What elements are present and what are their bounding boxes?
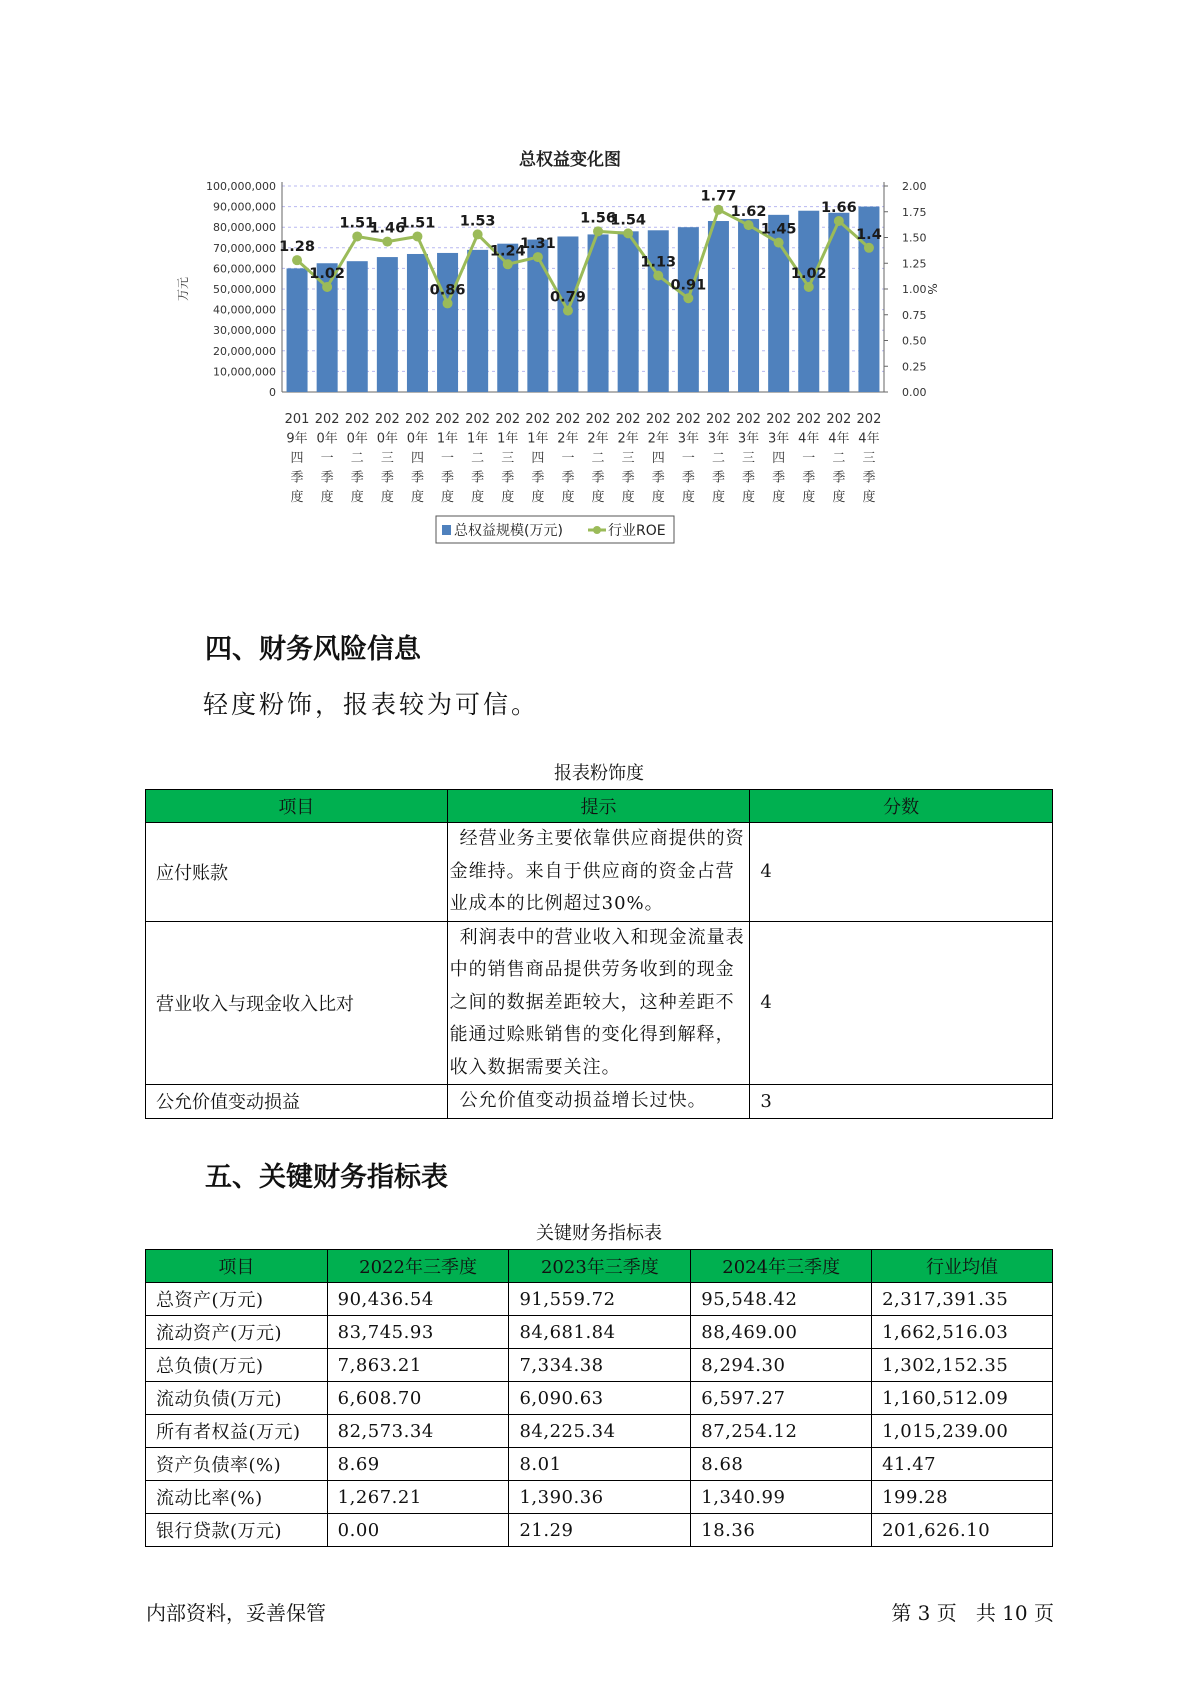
roe-point	[744, 220, 754, 230]
kfi-value-cell: 6,597.27	[691, 1382, 872, 1415]
x-tick-label: 3年	[677, 431, 699, 447]
kfi-value-cell: 1,662,516.03	[872, 1316, 1053, 1349]
kfi-table-header	[146, 1250, 1053, 1283]
x-tick-label: 四	[651, 451, 665, 466]
kfi-item-cell: 流动比率(%)	[146, 1481, 328, 1514]
kfi-value-cell: 6,608.70	[327, 1382, 509, 1415]
x-tick-label: 三	[862, 451, 876, 466]
y-tick-label-right: 0.25	[902, 360, 927, 374]
roe-point	[623, 228, 633, 238]
bar	[437, 253, 458, 392]
x-tick-label: 度	[832, 490, 846, 505]
kfi-value-cell: 90,436.54	[327, 1283, 509, 1316]
x-tick-label: 4年	[798, 431, 820, 447]
y-tick-label-left: 60,000,000	[213, 262, 276, 276]
y-tick-label-right: 1.25	[902, 257, 927, 271]
roe-point	[533, 252, 543, 262]
bar	[588, 234, 609, 392]
roe-point	[834, 216, 844, 226]
risk-tip	[447, 921, 750, 1085]
risk-table-caption: 报表粉饰度	[554, 763, 644, 784]
data-label: 0.86	[429, 282, 466, 299]
kfi-value-cell: 1,340.99	[691, 1481, 872, 1514]
table-row	[146, 1382, 1053, 1415]
y-tick-label-left: 20,000,000	[213, 344, 276, 358]
x-tick-label: 三	[621, 451, 635, 466]
x-tick-label: 季	[471, 470, 485, 486]
roe-point	[713, 205, 723, 215]
roe-point	[864, 243, 874, 253]
roe-point	[382, 237, 392, 247]
x-tick-label: 4年	[828, 431, 850, 447]
y-tick-label-right: 0.50	[902, 334, 927, 348]
risk-score: 4	[750, 921, 1053, 1085]
bar	[467, 250, 488, 392]
kfi-header-cell: 2024年三季度	[691, 1250, 872, 1283]
kfi-value-cell: 0.00	[327, 1514, 509, 1547]
y-tick-label-left: 80,000,000	[213, 221, 276, 235]
roe-point	[804, 282, 814, 292]
footer-page-number: 第 3 页 共 10 页	[891, 1601, 1054, 1625]
x-tick-label: 202	[826, 412, 852, 427]
x-tick-label: 季	[711, 470, 725, 486]
roe-point	[683, 293, 693, 303]
x-tick-label: 0年	[346, 431, 368, 447]
data-label: 1.51	[399, 215, 436, 232]
x-tick-label: 度	[862, 490, 876, 505]
y-tick-label-right: 1.75	[902, 205, 927, 219]
x-tick-label: 202	[766, 412, 792, 427]
x-tick-label: 3年	[768, 431, 790, 447]
data-label: 1.24	[489, 243, 526, 260]
risk-tip-text: 公允价值变动损益增长过快。	[459, 1090, 707, 1111]
data-label: 1.77	[700, 188, 737, 205]
y-tick-label-left: 0	[269, 386, 276, 399]
kfi-value-cell: 8.01	[509, 1448, 691, 1481]
data-label: 0.79	[550, 289, 586, 306]
x-tick-label: 四	[531, 451, 545, 466]
kfi-table-caption: 关键财务指标表	[536, 1223, 662, 1244]
x-tick-label: 四	[410, 451, 424, 466]
kfi-header-cell: 2023年三季度	[509, 1250, 691, 1283]
kfi-header-cell: 项目	[146, 1250, 328, 1283]
x-tick-label: 度	[711, 490, 725, 505]
kfi-value-cell: 1,267.21	[327, 1481, 509, 1514]
kfi-value-cell: 8,294.30	[691, 1349, 872, 1382]
x-tick-label: 季	[591, 470, 605, 486]
x-tick-label: 202	[314, 412, 340, 427]
x-tick-label: 度	[531, 490, 545, 505]
x-tick-label: 一	[681, 451, 695, 466]
x-tick-label: 202	[585, 412, 611, 427]
y-axis-name-left: 万元	[176, 276, 190, 302]
x-tick-label: 202	[736, 412, 761, 427]
x-tick-label: 度	[501, 490, 515, 505]
kfi-item-cell: 资产负债率(%)	[146, 1448, 328, 1481]
data-label: 1.53	[459, 213, 496, 230]
kfi-value-cell: 41.47	[872, 1448, 1053, 1481]
x-tick-label: 一	[441, 451, 455, 466]
x-tick-label: 一	[802, 451, 816, 466]
x-tick-label: 202	[555, 412, 581, 427]
x-tick-label: 季	[862, 470, 876, 486]
x-tick-label: 季	[802, 470, 816, 486]
x-tick-label: 0年	[406, 431, 429, 447]
x-tick-label: 度	[350, 490, 364, 505]
y-tick-label-right: 0.75	[902, 308, 927, 322]
kfi-value-cell: 7,334.38	[509, 1349, 691, 1382]
legend-label-bar: 总权益规模(万元)	[454, 523, 563, 539]
x-tick-label: 度	[410, 490, 424, 505]
table-row	[146, 921, 1053, 1085]
kfi-header-cell: 2022年三季度	[327, 1250, 509, 1283]
risk-item: 应付账款	[146, 823, 448, 922]
x-tick-label: 度	[591, 490, 605, 505]
x-tick-label: 四	[290, 451, 304, 466]
x-tick-label: 季	[290, 470, 304, 486]
x-tick-label: 季	[441, 470, 455, 486]
x-tick-label: 三	[380, 451, 394, 466]
kfi-value-cell: 21.29	[509, 1514, 691, 1547]
legend-swatch-bar	[442, 525, 451, 535]
y-tick-label-left: 40,000,000	[213, 303, 276, 317]
table-row	[146, 1481, 1053, 1514]
x-tick-label: 二	[591, 451, 605, 466]
x-tick-label: 9年	[286, 431, 308, 447]
key-financial-table	[145, 1249, 1053, 1547]
bar	[407, 254, 428, 392]
risk-tip	[447, 1085, 750, 1119]
x-tick-label: 202	[344, 412, 370, 427]
x-tick-label: 202	[856, 412, 882, 427]
x-tick-label: 季	[380, 470, 394, 486]
x-tick-label: 2年	[587, 431, 609, 447]
data-label: 1.13	[640, 254, 677, 271]
x-tick-label: 1年	[527, 431, 549, 447]
y-tick-label-left: 50,000,000	[213, 283, 276, 296]
y-tick-label-left: 100,000,000	[206, 180, 276, 193]
x-tick-label: 度	[561, 490, 575, 505]
kfi-value-cell: 82,573.34	[327, 1415, 509, 1448]
x-tick-label: 202	[645, 412, 671, 427]
bar	[618, 231, 639, 392]
roe-point	[653, 271, 663, 281]
kfi-item-cell: 总资产(万元)	[146, 1283, 328, 1316]
kfi-item-cell: 流动资产(万元)	[146, 1316, 328, 1349]
section4-summary: 轻度粉饰，报表较为可信。	[203, 690, 540, 719]
x-tick-label: 季	[681, 470, 695, 486]
x-tick-label: 季	[621, 470, 635, 486]
kfi-value-cell: 84,225.34	[509, 1415, 691, 1448]
y-tick-label-left: 10,000,000	[213, 365, 276, 379]
x-tick-label: 季	[832, 470, 846, 486]
table-row	[146, 1349, 1053, 1382]
x-tick-label: 202	[435, 412, 460, 427]
kfi-value-cell: 91,559.72	[509, 1283, 691, 1316]
risk-score: 4	[750, 823, 1053, 922]
x-tick-label: 202	[615, 412, 641, 427]
x-tick-label: 三	[742, 451, 756, 466]
footer-confidential: 内部资料，妥善保管	[146, 1601, 326, 1625]
x-tick-label: 二	[711, 451, 725, 466]
kfi-value-cell: 84,681.84	[509, 1316, 691, 1349]
x-tick-label: 度	[441, 490, 455, 505]
x-tick-label: 度	[380, 490, 394, 505]
x-tick-label: 201	[284, 412, 310, 427]
y-tick-label-right: 1.00	[902, 283, 927, 296]
x-tick-label: 202	[374, 412, 400, 427]
risk-tip-text: 利润表中的营业收入和现金流量表中的销售商品提供劳务收到的现金之间的数据差距较大，这种差距不能通过赊账销售的变化得到解释，收入数据需要关注。	[449, 926, 745, 1078]
table-row	[146, 1283, 1053, 1316]
x-tick-label: 1年	[497, 431, 519, 447]
bar	[678, 227, 699, 392]
x-tick-label: 0年	[376, 431, 398, 447]
y-tick-label-left: 70,000,000	[213, 241, 276, 255]
x-tick-label: 4年	[858, 431, 880, 447]
x-tick-label: 季	[651, 470, 665, 486]
roe-point	[443, 298, 453, 308]
data-label: 1.56	[580, 210, 616, 227]
roe-point	[322, 282, 332, 292]
x-tick-label: 202	[405, 412, 430, 427]
table-row	[146, 1415, 1053, 1448]
x-tick-label: 度	[742, 490, 756, 505]
data-label: 1.46	[369, 220, 406, 237]
roe-point	[774, 238, 784, 248]
kfi-value-cell: 1,302,152.35	[872, 1349, 1053, 1382]
table-row	[146, 1514, 1053, 1547]
roe-point	[292, 255, 302, 265]
kfi-value-cell: 88,469.00	[691, 1316, 872, 1349]
kfi-value-cell: 18.36	[691, 1514, 872, 1547]
y-axis-name-right: %	[925, 283, 939, 295]
risk-table	[145, 789, 1053, 1119]
kfi-value-cell: 201,626.10	[872, 1514, 1053, 1547]
risk-score: 3	[750, 1085, 1053, 1119]
kfi-table-body	[146, 1283, 1053, 1547]
bar	[708, 221, 729, 392]
table-row	[146, 1448, 1053, 1481]
y-tick-label-left: 90,000,000	[213, 200, 276, 214]
x-tick-label: 202	[675, 412, 701, 427]
data-label: 1.45	[760, 221, 797, 238]
x-tick-label: 202	[525, 412, 551, 427]
bar	[347, 261, 368, 392]
bar	[527, 240, 548, 392]
x-tick-label: 1年	[436, 431, 459, 447]
roe-point	[593, 226, 603, 236]
data-label: 1.28	[279, 239, 315, 256]
bar	[798, 211, 819, 392]
bar	[377, 257, 398, 392]
kfi-header-cell: 行业均值	[872, 1250, 1053, 1283]
x-tick-label: 1年	[467, 431, 489, 447]
risk-header-item: 项目	[146, 790, 448, 823]
x-tick-label: 度	[290, 490, 304, 505]
kfi-item-cell: 银行贷款(万元)	[146, 1514, 328, 1547]
kfi-value-cell: 95,548.42	[691, 1283, 872, 1316]
x-tick-label: 202	[495, 412, 521, 427]
x-tick-label: 四	[772, 451, 786, 466]
x-tick-label: 3年	[737, 431, 760, 447]
legend-swatch-point	[593, 526, 601, 534]
bar	[738, 219, 759, 392]
x-tick-label: 二	[832, 451, 846, 466]
x-tick-label: 季	[350, 470, 364, 486]
kfi-item-cell: 所有者权益(万元)	[146, 1415, 328, 1448]
risk-tip-text: 经营业务主要依靠供应商提供的资金维持。来自于供应商的资金占营业成本的比例超过30%。	[449, 828, 745, 914]
kfi-value-cell: 1,390.36	[509, 1481, 691, 1514]
x-tick-label: 二	[350, 451, 364, 466]
section5-heading: 五、关键财务指标表	[205, 1162, 448, 1193]
equity-chart	[170, 140, 1030, 600]
legend-label-line: 行业ROE	[608, 523, 666, 539]
x-tick-label: 季	[742, 470, 756, 486]
chart-svg	[170, 140, 1030, 600]
x-tick-label: 202	[796, 412, 822, 427]
x-tick-label: 202	[465, 412, 491, 427]
risk-header-score: 分数	[750, 790, 1053, 823]
x-tick-label: 2年	[557, 431, 579, 447]
kfi-value-cell: 87,254.12	[691, 1415, 872, 1448]
data-label: 1.54	[610, 212, 647, 229]
x-tick-label: 度	[772, 490, 786, 505]
kfi-value-cell: 1,015,239.00	[872, 1415, 1053, 1448]
x-tick-label: 202	[706, 412, 731, 427]
x-tick-label: 度	[471, 490, 485, 505]
data-label: 1.02	[309, 265, 346, 282]
data-label: 0.91	[670, 277, 707, 294]
x-tick-label: 0年	[316, 431, 338, 447]
x-tick-label: 度	[802, 490, 816, 505]
kfi-value-cell: 1,160,512.09	[872, 1382, 1053, 1415]
roe-point	[412, 231, 422, 241]
x-tick-label: 一	[320, 451, 334, 466]
x-tick-label: 一	[561, 451, 575, 466]
x-tick-label: 2年	[647, 431, 669, 447]
risk-item: 营业收入与现金收入比对	[146, 921, 448, 1085]
y-tick-label-left: 30,000,000	[213, 324, 276, 338]
x-tick-label: 2年	[617, 431, 639, 447]
y-tick-label-right: 1.50	[902, 231, 927, 245]
table-row	[146, 1316, 1053, 1349]
x-tick-label: 度	[681, 490, 695, 505]
kfi-value-cell: 8.68	[691, 1448, 872, 1481]
data-label: 1.51	[339, 215, 376, 232]
data-label: 1.62	[730, 204, 767, 221]
kfi-item-cell: 总负债(万元)	[146, 1349, 328, 1382]
kfi-value-cell: 6,090.63	[509, 1382, 691, 1415]
y-tick-label-right: 2.00	[902, 180, 927, 193]
risk-header-tip: 提示	[447, 790, 750, 823]
x-tick-label: 季	[772, 470, 786, 486]
kfi-value-cell: 7,863.21	[327, 1349, 509, 1382]
roe-point	[352, 231, 362, 241]
kfi-value-cell: 199.28	[872, 1481, 1053, 1514]
bar	[287, 268, 308, 392]
risk-table-header	[146, 790, 1053, 823]
x-tick-label: 季	[501, 470, 515, 486]
kfi-item-cell: 流动负债(万元)	[146, 1382, 328, 1415]
x-tick-label: 度	[651, 490, 665, 505]
kfi-value-cell: 83,745.93	[327, 1316, 509, 1349]
roe-point	[473, 229, 483, 239]
roe-point	[503, 259, 513, 269]
data-label: 1.4	[856, 226, 882, 243]
x-tick-label: 三	[501, 451, 515, 466]
x-tick-label: 二	[471, 451, 485, 466]
y-tick-label-right: 0.00	[902, 386, 927, 399]
x-tick-label: 季	[561, 470, 575, 486]
x-tick-label: 3年	[707, 431, 730, 447]
data-label: 1.66	[820, 200, 857, 217]
kfi-value-cell: 8.69	[327, 1448, 509, 1481]
data-label: 1.02	[790, 265, 827, 282]
table-row	[146, 823, 1053, 922]
x-tick-label: 季	[531, 470, 545, 486]
section4-heading: 四、财务风险信息	[205, 634, 421, 665]
roe-point	[563, 306, 573, 316]
data-label: 1.31	[519, 236, 556, 253]
x-tick-label: 季	[410, 470, 424, 486]
x-tick-label: 度	[320, 490, 334, 505]
x-tick-label: 度	[621, 490, 635, 505]
x-tick-label: 季	[320, 470, 334, 486]
kfi-value-cell: 2,317,391.35	[872, 1283, 1053, 1316]
risk-item: 公允价值变动损益	[146, 1085, 448, 1119]
risk-tip	[447, 823, 750, 922]
chart-title: 总权益变化图	[519, 150, 621, 170]
table-row	[146, 1085, 1053, 1119]
